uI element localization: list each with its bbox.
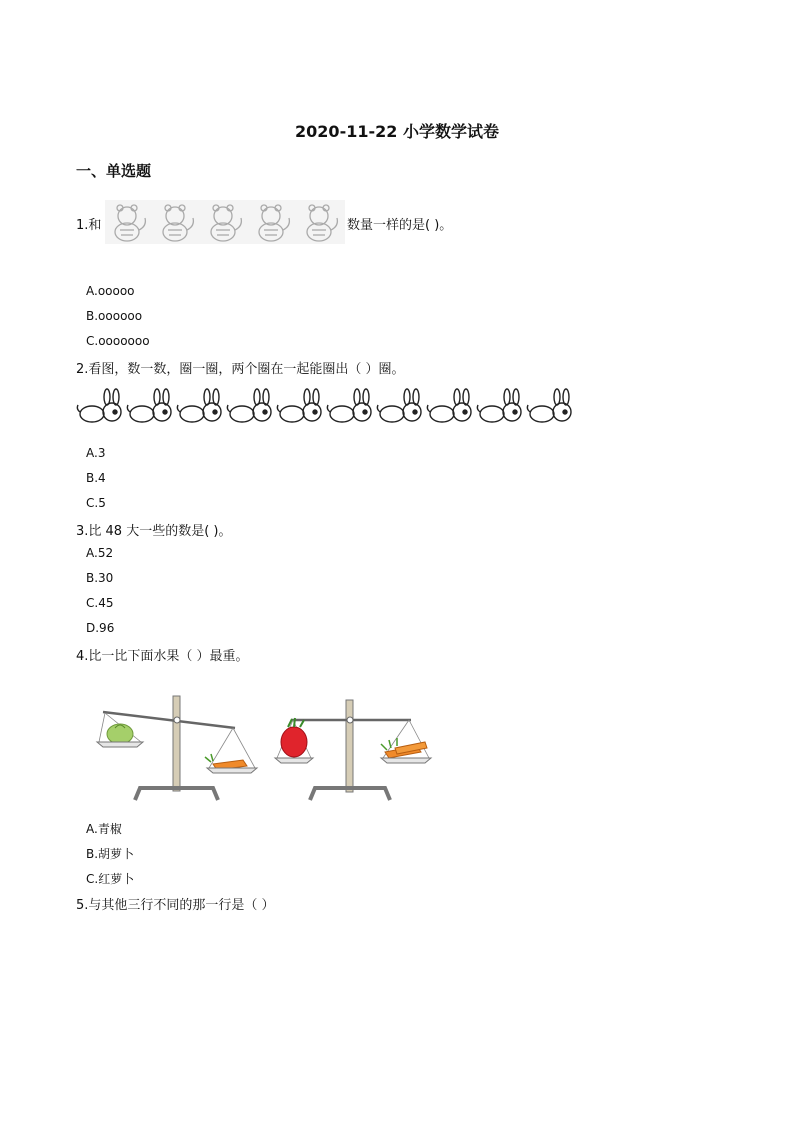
question-1-suffix: 数量一样的是( )。 xyxy=(347,218,453,233)
question-2-text: 2.看图，数一数，圈一圈，两个圈在一起能圈出（ ）圈。 xyxy=(76,362,405,377)
q4-option-b[interactable]: B.胡萝卜 xyxy=(86,847,135,861)
q4-option-a[interactable]: A.青椒 xyxy=(86,822,122,836)
q3-option-c[interactable]: C.45 xyxy=(86,596,114,610)
q3-option-d[interactable]: D.96 xyxy=(86,621,115,635)
question-5-text: 5.与其他三行不同的那一行是（ ） xyxy=(76,898,275,913)
rabbits-image xyxy=(76,388,576,428)
question-3-text: 3.比 48 大一些的数是( )。 xyxy=(76,524,232,539)
q4-option-c[interactable]: C.红萝卜 xyxy=(86,872,135,886)
balance-scales-image xyxy=(95,690,435,805)
q2-option-b[interactable]: B.4 xyxy=(86,471,106,485)
tiger-cubs-image xyxy=(105,200,345,244)
q2-option-c[interactable]: C.5 xyxy=(86,496,106,510)
q2-option-a[interactable]: A.3 xyxy=(86,446,106,460)
question-1-prefix: 1.和 xyxy=(76,218,102,233)
q1-option-b[interactable]: B.oooooo xyxy=(86,309,143,323)
q3-option-a[interactable]: A.52 xyxy=(86,546,114,560)
question-4-text: 4.比一比下面水果（ ）最重。 xyxy=(76,649,249,664)
page-title: 2020-11-22 小学数学试卷 xyxy=(295,122,499,141)
q1-option-a[interactable]: A.ooooo xyxy=(86,284,135,298)
right-balance-scale xyxy=(275,700,431,800)
section-heading: 一、单选题 xyxy=(76,162,152,180)
q1-option-c[interactable]: C.ooooooo xyxy=(86,334,150,348)
left-balance-scale xyxy=(97,696,257,800)
q3-option-b[interactable]: B.30 xyxy=(86,571,114,585)
